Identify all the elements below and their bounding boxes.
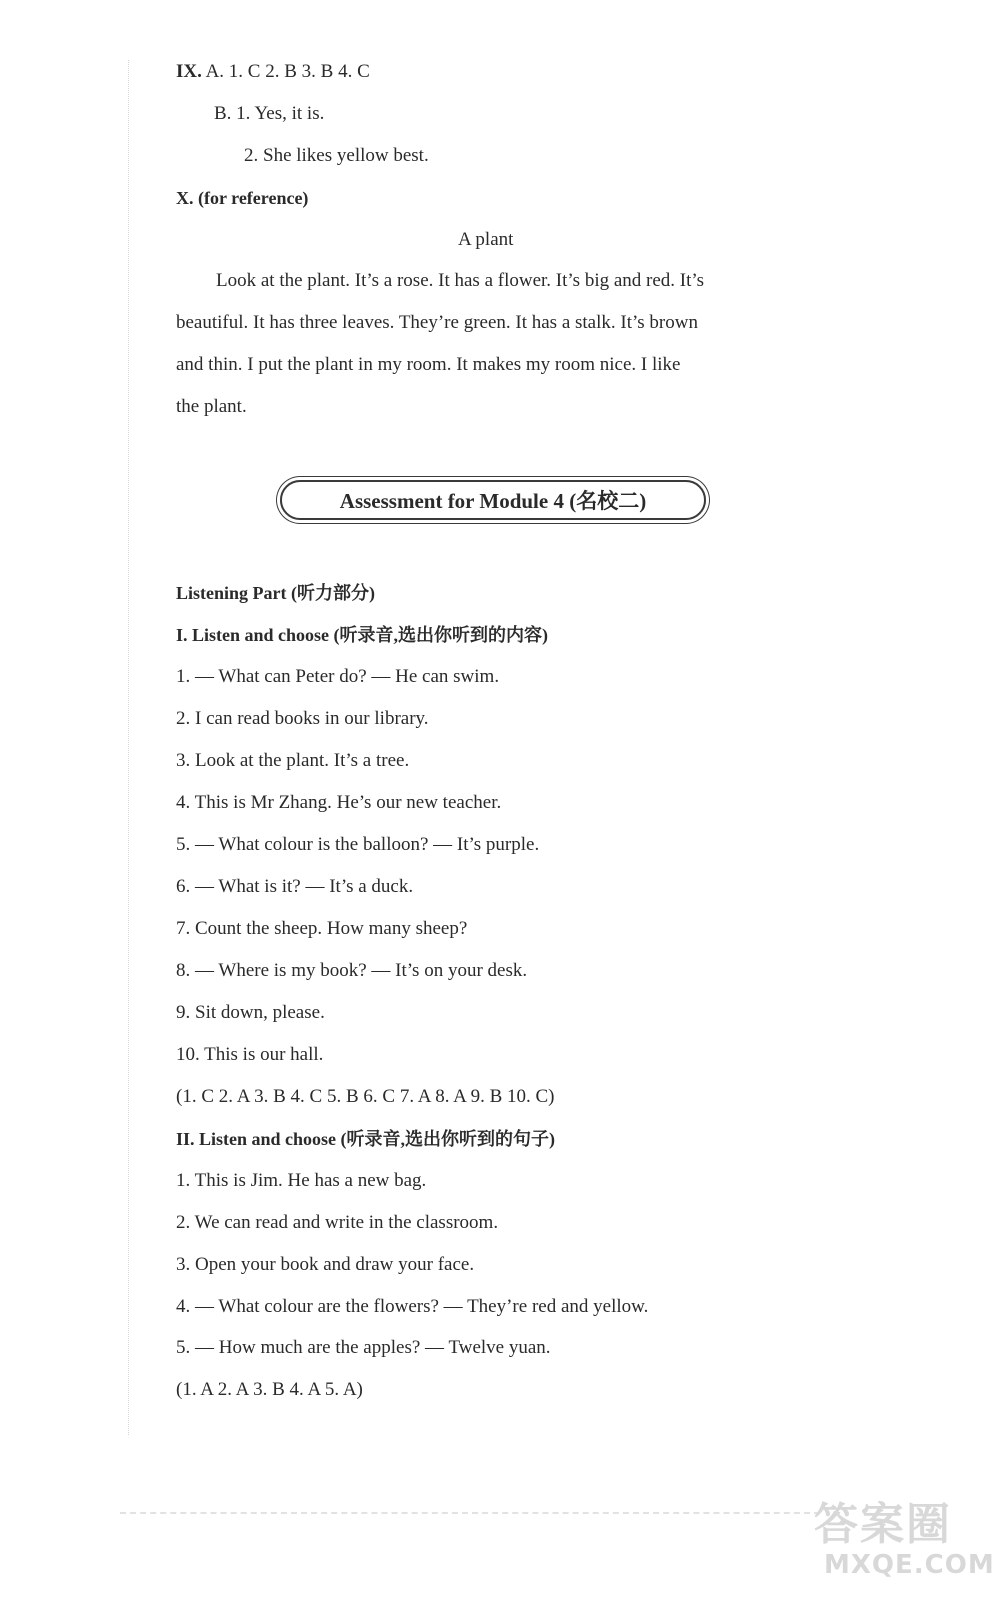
part-i-answers: (1. C 2. A 3. B 4. C 5. B 6. C 7. A 8. A 9. B 10. C) <box>176 1086 555 1107</box>
section-ix-answers-a: A. 1. C 2. B 3. B 4. C <box>205 61 370 82</box>
part-i-item: 4. This is Mr Zhang. He’s our new teacher. <box>176 792 502 813</box>
bottom-divider <box>120 1512 820 1514</box>
essay-line: and thin. I put the plant in my room. It makes my room nice. I like <box>176 354 681 375</box>
watermark-url: MXQE.COM <box>824 1550 995 1580</box>
essay-line: the plant. <box>176 396 247 417</box>
part-ii-heading: II. Listen and choose (听录音,选出你听到的句子) <box>176 1129 556 1149</box>
part-ii-answers: (1. A 2. A 3. B 4. A 5. A) <box>176 1379 363 1400</box>
section-ix-label: IX. <box>176 61 202 82</box>
essay-title: A plant <box>458 229 514 250</box>
part-ii-item: 3. Open your book and draw your face. <box>176 1254 475 1275</box>
part-ii-item: 2. We can read and write in the classroom. <box>176 1212 499 1233</box>
section-x-label: X. <box>176 188 194 208</box>
watermark <box>812 1488 995 1598</box>
section-x-heading <box>176 186 308 210</box>
listening-part-heading: Listening Part (听力部分) <box>176 583 375 603</box>
section-x-note: (for reference) <box>198 188 309 208</box>
part-i-item: 6. — What is it? — It’s a duck. <box>176 876 414 897</box>
part-ii-item: 5. — How much are the apples? — Twelve yuan. <box>176 1337 551 1358</box>
essay-line: beautiful. It has three leaves. They’re green. It has a stalk. It’s brown <box>176 312 698 333</box>
part-i-item: 8. — Where is my book? — It’s on your desk. <box>176 960 528 981</box>
part-i-item: 3. Look at the plant. It’s a tree. <box>176 750 410 771</box>
part-i-item: 10. This is our hall. <box>176 1044 324 1065</box>
essay-line: Look at the plant. It’s a rose. It has a flower. It’s big and red. It’s <box>216 270 705 291</box>
part-i-item: 1. — What can Peter do? — He can swim. <box>176 666 500 687</box>
assessment-title-frame <box>280 480 706 520</box>
part-i-item: 5. — What colour is the balloon? — It’s purple. <box>176 834 540 855</box>
section-ix-part-a <box>176 60 370 84</box>
part-i-item: 9. Sit down, please. <box>176 1002 325 1023</box>
part-ii-item: 4. — What colour are the flowers? — They’re red and yellow. <box>176 1296 649 1317</box>
assessment-title: Assessment for Module 4 (名校二) <box>339 489 647 513</box>
part-i-item: 2. I can read books in our library. <box>176 708 429 729</box>
part-ii-item: 1. This is Jim. He has a new bag. <box>176 1170 427 1191</box>
part-i-item: 7. Count the sheep. How many sheep? <box>176 918 468 939</box>
part-i-heading: I. Listen and choose (听录音,选出你听到的内容) <box>176 625 549 645</box>
watermark-logo: 答案圈 <box>814 1499 952 1550</box>
section-ix-part-b: B. 1. Yes, it is. <box>214 103 325 124</box>
section-ix-part-b2: 2. She likes yellow best. <box>244 145 429 166</box>
